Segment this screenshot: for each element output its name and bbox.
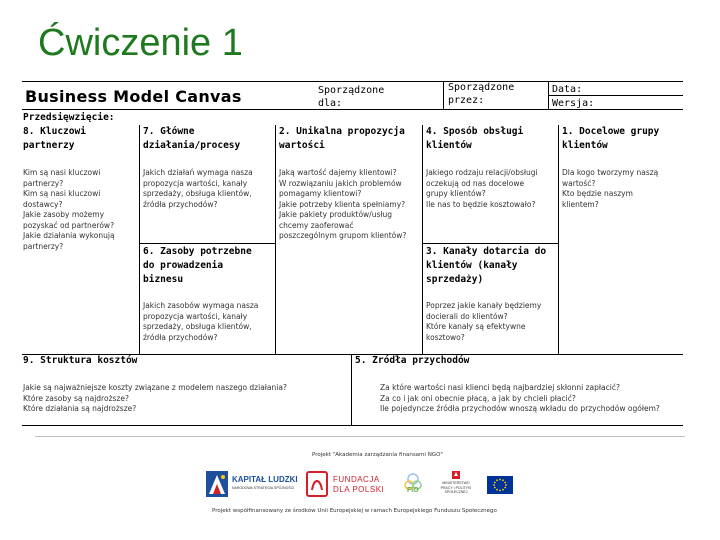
key-partners-text: Kim są nasi kluczowi partnerzy? Kim są nasi kluczowi dostawcy? Jakie zasoby możemy pozyskać od partnerów? Jakie działania wykonują partnerzy?	[23, 168, 115, 251]
grid-line	[139, 243, 275, 244]
fio-logo	[400, 471, 426, 497]
version-label: Wersja:	[552, 98, 595, 109]
grid-line	[139, 125, 140, 354]
grid-line	[422, 243, 558, 244]
key-partners-label: 8. Kluczowi partnerzy	[23, 126, 86, 151]
customer-relationships-label: 4. Sposób obsługi klientów	[426, 126, 524, 151]
slide-title: Ćwiczenie 1	[38, 22, 243, 64]
fundacja-name-line1: FUNDACJA	[333, 475, 380, 484]
kapital-ludzki-name: KAPITAŁ LUDZKI	[232, 475, 298, 484]
ministry-name: MINISTERSTWO PRACY I POLITYKI SPOŁECZNEJ	[440, 481, 472, 494]
header-divider	[443, 81, 444, 110]
key-resources-label: 6. Zasoby potrzebne do prowadzenia biznesu	[143, 246, 252, 285]
footer-project-title: Projekt "Akademia zarządzania finansami NGO"	[312, 452, 443, 458]
footer-cofinanced-note: Projekt współfinansowany ze środków Unii Europejskiej w ramach Europejskiego Funduszu Społecznego	[212, 508, 497, 514]
channels-text: Poprzez jakie kanały będziemy docierali do klientów? Które kanały są efektywne kosztowo?	[426, 301, 542, 342]
eu-flag-logo	[487, 476, 513, 494]
header-date-rule	[548, 95, 683, 96]
canvas-title: Business Model Canvas	[25, 87, 242, 106]
cost-structure-label: 9. Struktura kosztów	[23, 355, 138, 366]
venture-label: Przedsięwzięcie:	[23, 112, 115, 123]
key-resources-text: Jakich zasobów wymaga nasza propozycja wartości, kanały sprzedaży, obsługa klientów, źródła przychodów?	[143, 301, 259, 342]
grid-line	[22, 425, 683, 426]
ministry-logo	[436, 470, 476, 500]
revenue-streams-label: 5. Źródła przychodów	[355, 355, 470, 366]
date-label: Data:	[552, 84, 583, 95]
grid-line	[275, 125, 276, 354]
fundacja-dla-polski-logo	[305, 470, 387, 500]
grid-line	[422, 125, 423, 354]
grid-line	[351, 354, 352, 425]
grid-line	[558, 125, 559, 354]
key-activities-label: 7. Główne działania/procesy	[143, 126, 241, 151]
prepared-by-label: Sporządzone przez:	[448, 82, 515, 106]
fundacja-emblem-icon	[305, 470, 329, 498]
eu-flag-icon	[487, 476, 513, 494]
channels-label: 3. Kanały dotarcia do klientów (kanały sprzedaży)	[426, 246, 547, 285]
customer-segments-text: Dla kogo tworzymy naszą wartość? Kto będzie naszym klientem?	[562, 168, 659, 209]
business-model-canvas	[22, 81, 683, 425]
cost-structure-text: Jakie są najważniejsze koszty związane z modelem naszego działania? Które zasoby są najdroższe? Które działania są najdroższe?	[23, 383, 287, 413]
customer-relationships-text: Jakiego rodzaju relacji/obsługi oczekują od nas docelowe grupy klientów? Ile nas to będzie kosztowało?	[426, 168, 538, 209]
kapital-ludzki-subtitle: NARODOWA STRATEGIA SPÓJNOŚCI	[232, 486, 295, 490]
customer-segments-label: 1. Docelowe grupy klientów	[562, 126, 660, 151]
key-activities-text: Jakich działań wymaga nasza propozycja wartości, kanały sprzedaży, obsługa klientów, źródła przychodów?	[143, 168, 253, 209]
fundacja-name-line2: DLA POLSKI	[333, 485, 385, 494]
fio-label: FIO	[407, 487, 419, 494]
footer-divider	[35, 436, 685, 437]
kapital-ludzki-emblem-icon	[205, 469, 295, 501]
value-proposition-text: Jaką wartość dajemy klientowi? W rozwiązaniu jakich problemów pomagamy klientowi? Jakie potrzeby klienta spełniamy? Jakie pakiety produktów/usług chcemy zaoferować poszczególnym grupom klientów?	[279, 168, 407, 240]
kapital-ludzki-logo	[205, 469, 298, 501]
revenue-streams-text: Za które wartości nasi klienci będą najbardziej skłonni zapłacić? Za co i jak oni obecnie płacą, a jak by chcieli płacić? Ile pojedyncze źródła przychodów wnoszą wkładu do przychodów ogółem?	[380, 383, 660, 413]
value-proposition-label: 2. Unikalna propozycja wartości	[279, 126, 405, 151]
prepared-for-label: Sporządzone dla:	[318, 85, 385, 109]
eagle-emblem-icon	[451, 470, 461, 480]
